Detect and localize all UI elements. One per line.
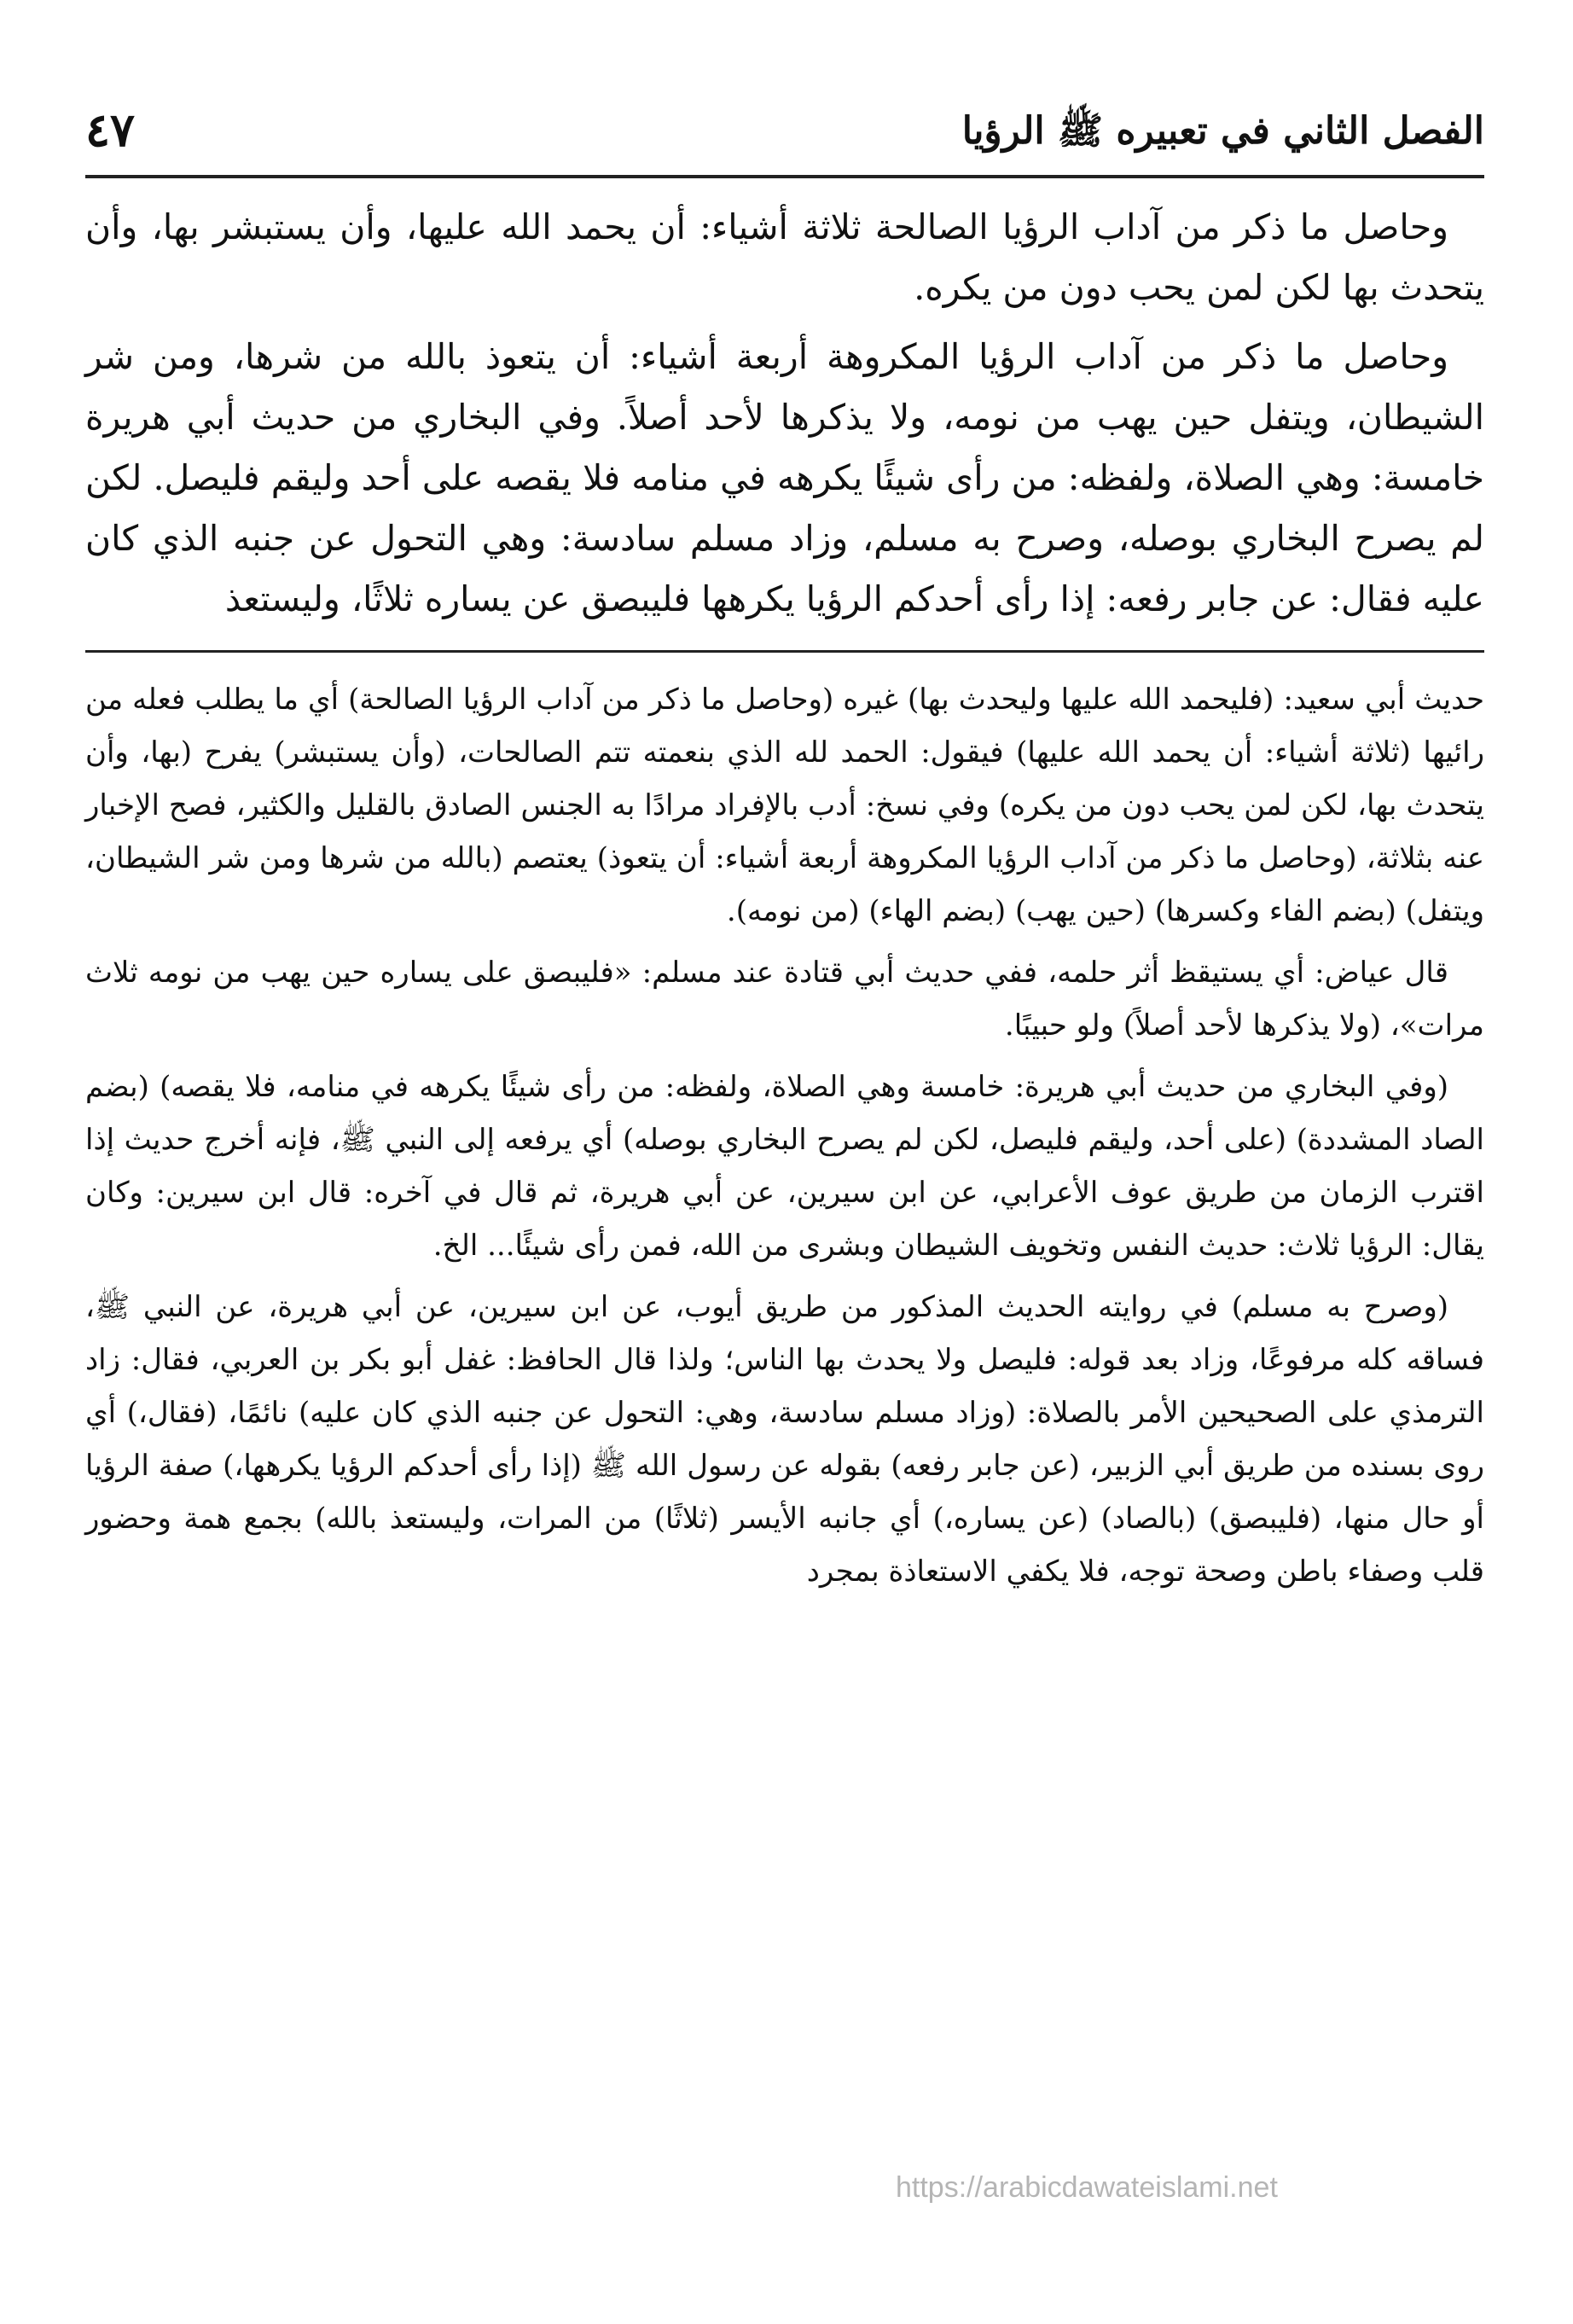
book-page xyxy=(85,94,1484,2278)
commentary-paragraph: (وفي البخاري من حديث أبي هريرة: خامسة وهي الصلاة، ولفظه: من رأى شيئًا يكرهه في منامه، فلا يقصه) (بضم الصاد المشددة) (على أحد، وليقم فليصل، لكن لم يصرح البخاري بوصله) أي يرفعه إلى النبي ﷺ، فإنه أخرج حديث إذا اقترب الزمان من طريق عوف الأعرابي، عن ابن سيرين، عن أبي هريرة، ثم قال في آخره: قال ابن سيرين: وكان يقال: الرؤيا ثلاث: حديث النفس وتخويف الشيطان وبشرى من الله، فمن رأى شيئًا... الخ. xyxy=(85,1070,1484,1263)
commentary-paragraph: قال عياض: أي يستيقظ أثر حلمه، ففي حديث أبي قتادة عند مسلم: «فليبصق على يساره حين يهب من نومه ثلاث مرات»، (ولا يذكرها لأحد أصلاً) ولو حبيبًا. xyxy=(85,956,1484,1043)
footnote-divider xyxy=(85,650,1484,653)
commentary-paragraph: حديث أبي سعيد: (فليحمد الله عليها وليحدث بها) غيره (وحاصل ما ذكر من آداب الرؤيا الصالحة) أي ما يطلب فعله من رائيها (ثلاثة أشياء: أن يحمد الله عليها) فيقول: الحمد لله الذي بنعمته تتم الصالحات، (وأن يستبشر) يفرح (بها، وأن يتحدث بها، لكن لمن يحب دون من يكره) وفي نسخ: أدب بالإفراد مرادًا به الجنس الصادق بالقليل والكثير، فصح الإخبار عنه بثلاثة، (وحاصل ما ذكر من آداب الرؤيا المكروهة أربعة أشياء: أن يتعوذ) يعتصم (بالله من شرها ومن شر الشيطان، ويتفل) (بضم الفاء وكسرها) (حين يهب) (بضم الهاء) (من نومه). xyxy=(85,683,1484,928)
commentary-paragraph: (وصرح به مسلم) في روايته الحديث المذكور من طريق أيوب، عن ابن سيرين، عن أبي هريرة، عن النبي ﷺ، فساقه كله مرفوعًا، وزاد بعد قوله: فليصل ولا يحدث بها الناس؛ ولذا قال الحافظ: غفل أبو بكر بن العربي، فقال: زاد الترمذي على الصحيحين الأمر بالصلاة: (وزاد مسلم سادسة، وهي: التحول عن جنبه الذي كان عليه) نائمًا، (فقال،) أي روى بسنده من طريق أبي الزبير، (عن جابر رفعه) بقوله عن رسول الله ﷺ (إذا رأى أحدكم الرؤيا يكرهها،) صفة الرؤيا أو حال منها، (فليبصق) (بالصاد) (عن يساره،) أي جانبه الأيسر (ثلاثًا) من المرات، وليستعذ بالله) بجمع همة وحضور قلب وصفاء باطن وصحة توجه، فلا يكفي الاستعاذة بمجرد xyxy=(85,1290,1484,1589)
main-text xyxy=(85,197,1484,630)
page-number: ٤٧ xyxy=(85,102,136,157)
watermark-url: https://arabicdawateislami.net xyxy=(896,2171,1278,2204)
chapter-title: الفصل الثاني في تعبيره ﷺ الرؤيا xyxy=(961,109,1484,153)
main-paragraph: وحاصل ما ذكر من آداب الرؤيا الصالحة ثلاثة أشياء: أن يحمد الله عليها، وأن يستبشر بها، وأن يتحدث بها لكن لمن يحب دون من يكره. xyxy=(85,206,1484,308)
page-header xyxy=(85,94,1484,178)
main-paragraph: وحاصل ما ذكر من آداب الرؤيا المكروهة أربعة أشياء: أن يتعوذ بالله من شرها، ومن شر الشيطان، ويتفل حين يهب من نومه، ولا يذكرها لأحد أصلاً. وفي البخاري من حديث أبي هريرة خامسة: وهي الصلاة، ولفظه: من رأى شيئًا يكرهه في منامه فلا يقصه على أحد وليقم فليصل. لكن لم يصرح البخاري بوصله، وصرح به مسلم، وزاد مسلم سادسة: وهي التحول عن جنبه الذي كان عليه فقال: عن جابر رفعه: إذا رأى أحدكم الرؤيا يكرهها فليبصق عن يساره ثلاثًا، وليستعذ xyxy=(85,336,1484,619)
commentary-text xyxy=(85,673,1484,1598)
